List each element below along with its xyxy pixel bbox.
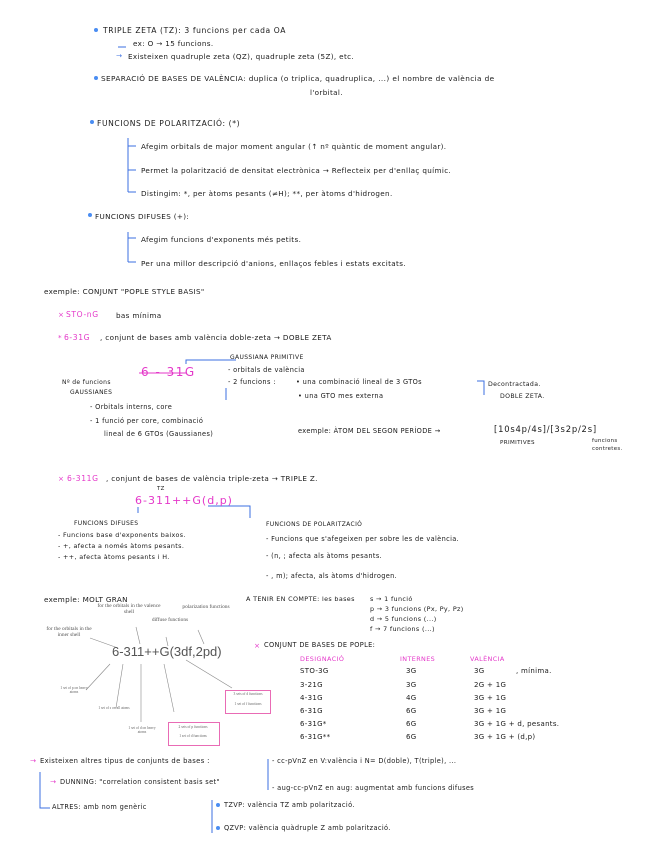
table-cell: 3G + 1G (474, 694, 507, 702)
pople-bullet: × (254, 641, 261, 650)
b6311-name: 6-311G (67, 474, 99, 483)
altres-cc1: - cc-pVnZ en V:valència i N= D(doble), T(triple), ... (272, 757, 457, 765)
table-row: 3-21G (300, 681, 323, 689)
b6311-desc: , conjunt de bases de valència triple-zeta → TRIPLE Z. (106, 474, 318, 483)
figure-note-4: 3 sets of d functions (233, 692, 263, 696)
altres-dunning: DUNNING: "correlation consistent basis set" (60, 778, 220, 786)
altres-line: Existeixen altres tipus de conjunts de bases : (40, 757, 210, 765)
arrow-icon: → (50, 777, 57, 786)
b631-gauss-primitive: GAUSSIANA PRIMITIVE (230, 354, 304, 361)
polaritzacio-p2: Permet la polarització de densitat electrònica → Reflecteix per d'enllaç químic. (141, 166, 452, 175)
table-cell-note: , mínima. (516, 667, 552, 675)
figure-note-6: 2 sets of p functions (178, 725, 208, 729)
separacio-line1: SEPARACIÓ DE BASES DE VALÈNCIA: duplica (o triplica, quadruplica, ...) el nombre de valència de (101, 74, 495, 83)
sto-name: STO-nG (66, 310, 99, 319)
b6311-tz: TZ (157, 486, 165, 492)
table-row: 4-31G (300, 694, 323, 702)
b631-primitives: PRIMITIVES (500, 440, 535, 446)
figure-note-3: 1 set of d on heavy atoms (128, 726, 156, 735)
table-row: 6-31G** (300, 733, 331, 741)
altres-altres: ALTRES: amb nom genèric (52, 803, 147, 811)
b631-contretes1: funcions (592, 438, 618, 444)
bullet-dot (88, 213, 92, 217)
tenir-title: A TENIR EN COMPTE: les bases (246, 595, 355, 603)
tenir-l3: d → 5 funcions (...) (370, 615, 437, 623)
b631-diagram: 6 - 31G (141, 365, 196, 379)
b6311-diagram: 6-311++G(d,p) (135, 494, 233, 507)
b631-core1: - Orbitals interns, core (90, 403, 173, 411)
b631-contretes2: contretes. (592, 446, 623, 452)
figure-note-2: 1 set of s on all atoms (98, 706, 130, 710)
b6311-pol-title: FUNCIONS DE POLARITZACIÓ (266, 521, 363, 528)
tz-title: TRIPLE ZETA (TZ): 3 funcions per cada OA (103, 26, 287, 35)
b631-desc: , conjunt de bases amb valència doble-zeta → DOBLE ZETA (100, 333, 332, 342)
pople-title: CONJUNT DE BASES DE POPLE: (264, 641, 376, 649)
polaritzacio-title: FUNCIONS DE POLARITZACIÓ: (*) (97, 119, 241, 128)
table-cell: 3G (406, 681, 417, 689)
polaritzacio-p3: Distingim: *, per àtoms pesants (≠H); **, per àtoms d'hidrogen. (141, 189, 393, 198)
b631-una-gto: • una GTO mes externa (298, 392, 384, 400)
table-row: 6-31G* (300, 720, 327, 728)
table-cell: 3G + 1G + d, pesants. (474, 720, 560, 728)
b6311-dif2: - +, afecta a només àtoms pesants. (58, 542, 185, 550)
altres-cc2: - aug-cc-pVnZ en aug: augmentat amb funcions difuses (272, 784, 475, 792)
b631-doble-zeta: DOBLE ZETA. (500, 393, 545, 400)
tz-example: ex: O → 15 funcions. (133, 39, 214, 48)
table-cell: 6G (406, 707, 417, 715)
arrow-icon: → (116, 51, 123, 60)
b6311-pol2: - (n, ; afecta als àtoms pesants. (266, 552, 383, 560)
b631-exemple: exemple: ÀTOM DEL SEGON PERÍODE → (298, 427, 441, 435)
table-cell: 3G (406, 667, 417, 675)
difuses-p1: Afegim funcions d'exponents més petits. (141, 235, 302, 244)
altres-tzvp: TZVP: valència TZ amb polarització. (224, 801, 355, 809)
figure-note-5: 1 set of f functions (234, 702, 262, 706)
polaritzacio-p1: Afegim orbitals de major moment angular (↑ nº quàntic de moment angular). (141, 142, 447, 151)
b6311-difuses-title: FUNCIONS DIFUSES (74, 520, 139, 527)
figure-heading: exemple: MOLT GRAN (44, 595, 128, 604)
table-cell: 4G (406, 694, 417, 702)
tenir-l4: f → 7 funcions (...) (370, 625, 435, 633)
difuses-p2: Per una millor descripció d'anions, enllaços febles i estats excitats. (141, 259, 406, 268)
table-row: 6-31G (300, 707, 323, 715)
sto-bullet: × (58, 310, 65, 319)
pople-header-designacio: DESIGNACIÓ (300, 655, 345, 663)
table-cell: 6G (406, 733, 417, 741)
figure-label-polarization: polarization functions (182, 604, 230, 610)
table-cell: 3G (474, 667, 485, 675)
b631-formula: [10s4p/4s]/[3s2p/2s] (494, 424, 597, 434)
pople-header-valencia: VALÈNCIA (470, 655, 505, 663)
b631-comb-lineal: • una combinació lineal de 3 GTOs (296, 378, 422, 386)
b631-dues-funcions: - 2 funcions : (228, 378, 276, 386)
arrow-icon: → (30, 756, 37, 765)
b631-n-funcions: Nº de funcions (62, 379, 111, 386)
altres-qzvp: QZVP: valència quàdruple Z amb polarització. (224, 824, 391, 832)
sto-desc: bas mínima (116, 311, 162, 320)
b6311-dif3: - ++, afecta àtoms pesants i H. (58, 553, 170, 561)
pople-header-internes: INTERNES (400, 655, 436, 663)
table-cell: 3G + 1G (474, 707, 507, 715)
figure-note-1: 1 set of p on heavy atoms (60, 686, 88, 695)
b631-core2: - 1 funció per core, combinació (90, 417, 204, 425)
table-cell: 3G + 1G + (d,p) (474, 733, 536, 741)
tenir-l1: s → 1 funció (370, 595, 413, 603)
separacio-line2: l'orbital. (310, 88, 343, 97)
b631-decontractada: Decontractada. (488, 381, 541, 388)
bullet-dot (94, 76, 98, 80)
figure-note-7: 1 set of d functions (179, 734, 207, 738)
b631-orbitals-valencia: - orbitals de valència (228, 366, 305, 374)
bullet-dot (216, 803, 220, 807)
b6311-pol1: - Funcions que s'afegeixen per sobre les de valència. (266, 535, 460, 543)
figure-label-diffuse: diffuse functions (151, 617, 189, 623)
tenir-l2: p → 3 funcions (Px, Py, Pz) (370, 605, 464, 613)
bullet-dot (216, 826, 220, 830)
table-cell: 6G (406, 720, 417, 728)
bullet-dot (94, 28, 98, 32)
difuses-title: FUNCIONS DIFUSES (+): (95, 212, 190, 221)
figure-label-core: for the orbitals in the inner shell (46, 626, 92, 638)
b6311-pol3: - , m); afecta, als àtoms d'hidrogen. (266, 572, 398, 580)
b631-gaussianes: GAUSSIANES (70, 389, 113, 396)
figure-main-label: 6-311++G(3df,2pd) (112, 644, 222, 659)
b631-name: 6-31G (64, 333, 91, 342)
b631-bullet: * (58, 333, 62, 342)
bullet-dot (90, 120, 94, 124)
b6311-dif1: - Funcions base d'exponents baixos. (58, 531, 186, 539)
table-row: STO-3G (300, 667, 329, 675)
b6311-bullet: × (58, 474, 65, 483)
tz-more: Existeixen quadruple zeta (QZ), quadruple zeta (5Z), etc. (128, 52, 355, 61)
figure-label-valence: for the orbitals in the valence shell (97, 603, 161, 615)
b631-core3: lineal de 6 GTOs (Gaussianes) (104, 430, 214, 438)
table-cell: 2G + 1G (474, 681, 507, 689)
exemple-conjunt: exemple: CONJUNT "POPLE STYLE BASIS" (44, 287, 205, 296)
